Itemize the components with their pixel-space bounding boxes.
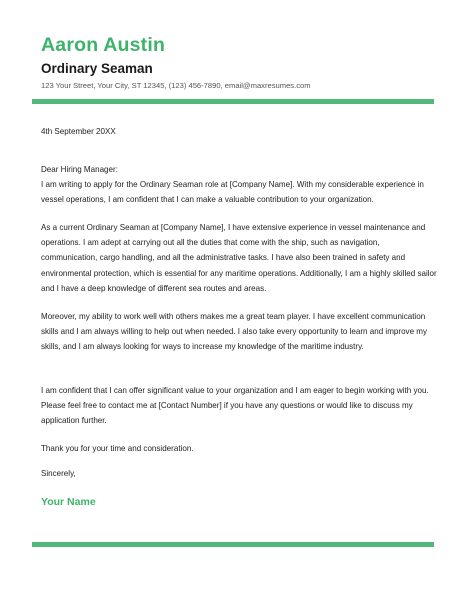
signature-name: Your Name xyxy=(41,496,96,508)
letter-closing: Sincerely, xyxy=(41,469,76,478)
header-divider xyxy=(32,99,434,104)
letter-paragraph-value: I am confident that I can offer significant value to your organization and I am eager to begin working with you. Please feel free to contact me at [Contact Number] if you have any questions or would like to discuss my application further. xyxy=(41,386,429,426)
contact-info: 123 Your Street, Your City, ST 12345, (123) 456-7890, email@maxresumes.com xyxy=(41,81,311,90)
letter-paragraph-experience: As a current Ordinary Seaman at [Company Name], I have extensive experience in vessel maintenance and operations. I am adept at carrying out all the duties that come with the ship, such as navigation, communication, cargo handling, and all the administrative tasks. I have also been trained in safety and environmental protection, which is essential for any maritime operations. Additionally, I am a highly skilled sailor and I have a deep knowledge of different sea routes and areas. xyxy=(41,223,437,293)
footer-divider xyxy=(32,542,434,547)
job-title: Ordinary Seaman xyxy=(41,61,153,76)
letter-date: 4th September 20XX xyxy=(41,127,116,136)
letter-paragraph-teamwork: Moreover, my ability to work well with others makes me a great team player. I have excellent communication skills and I am always willing to help out when needed. I also take every opportunity to learn and improve my skills, and I am always looking for ways to increase my knowledge of the maritime industry. xyxy=(41,312,428,352)
letter-paragraph-intro: I am writing to apply for the Ordinary Seaman role at [Company Name]. With my considerable experience in vessel operations, I am confident that I can make a valuable contribution to your organization. xyxy=(41,180,424,205)
letter-greeting: Dear Hiring Manager: xyxy=(41,165,118,174)
applicant-name: Aaron Austin xyxy=(41,34,166,56)
letter-paragraph-thanks: Thank you for your time and consideration. xyxy=(41,444,194,453)
